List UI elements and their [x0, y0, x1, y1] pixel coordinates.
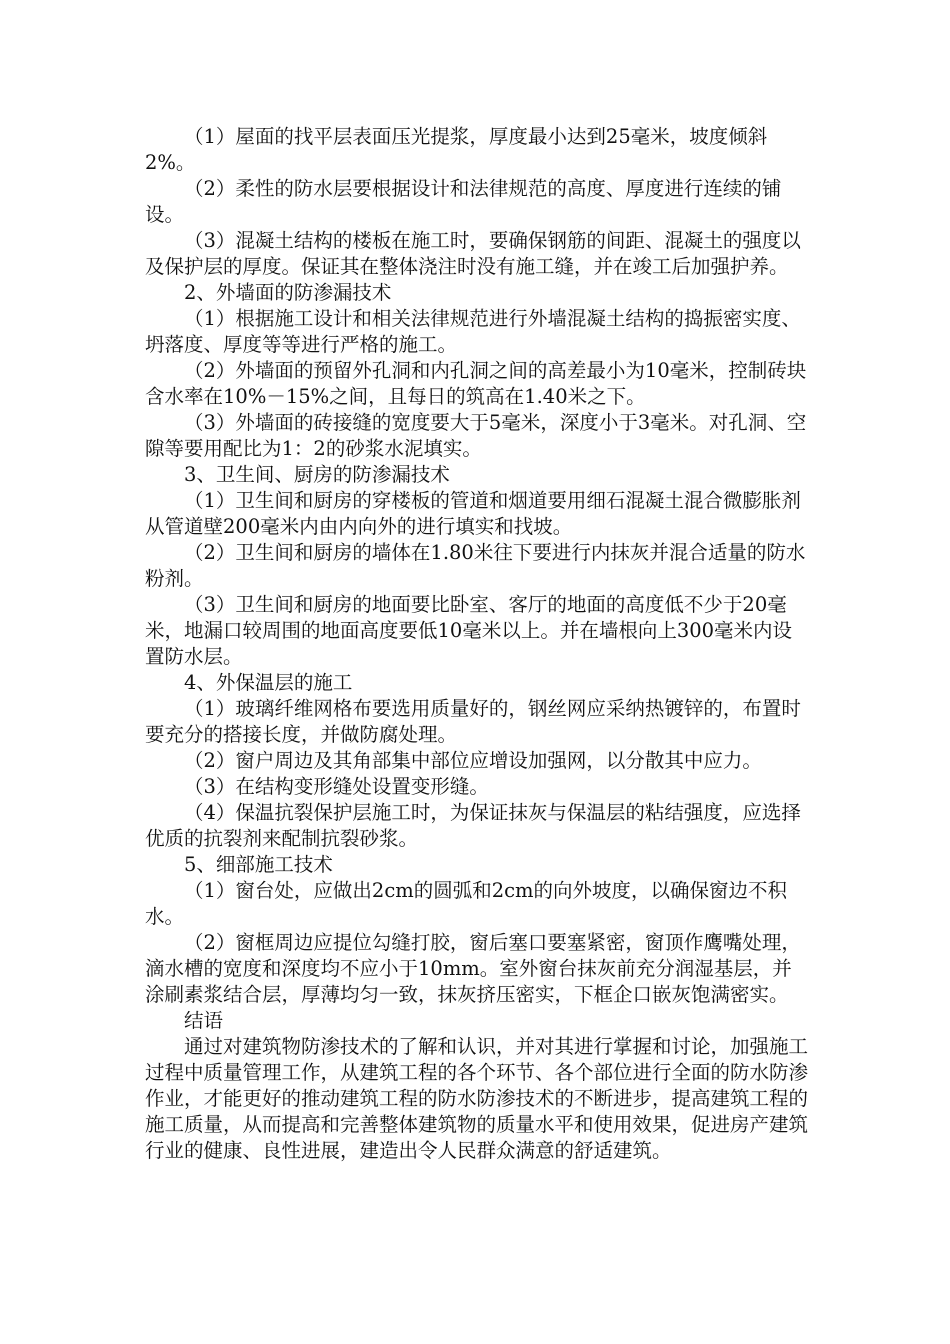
paragraph-conclusion: 通过对建筑物防渗技术的了解和认识，并对其进行掌握和讨论，加强施工过程中质量管理工作，从建筑工程的各个环节、各个部位进行全面的防水防渗作业，才能更好的推动建筑工程的防水防渗技术的不断进步，提高建筑工程的施工质量，从而提高和完善整体建筑物的质量水平和使用效果，促进房产建筑行业的健康、良性进展，建造出令人民群众满意的舒适建筑。: [145, 1035, 809, 1162]
document-body: [145, 124, 810, 1164]
paragraph-wall-1: （1）根据施工设计和相关法律规范进行外墙混凝土结构的捣振密实度、坍落度、厚度等等进行严格的施工。: [145, 307, 801, 356]
section-heading-conclusion: 结语: [184, 1009, 224, 1032]
paragraph-roof-3: （3）混凝土结构的楼板在施工时，要确保钢筋的间距、混凝土的强度以及保护层的厚度。保证其在整体浇注时没有施工缝，并在竣工后加强护养。: [145, 229, 801, 278]
paragraph-insulation-3: （3）在结构变形缝处设置变形缝。: [184, 775, 489, 798]
paragraph-bathroom-2: （2）卫生间和厨房的墙体在1.80米往下要进行内抹灰并混合适量的防水粉剂。: [145, 541, 806, 590]
paragraph-roof-2: （2）柔性的防水层要根据设计和法律规范的高度、厚度进行连续的铺设。: [145, 177, 782, 226]
paragraph-insulation-1: （1）玻璃纤维网格布要选用质量好的，钢丝网应采纳热镀锌的，布置时要充分的搭接长度，并做防腐处理。: [145, 697, 801, 746]
paragraph-detail-2: （2）窗框周边应提位勾缝打胶，窗后塞口要塞紧密，窗顶作鹰嘴处理，滴水槽的宽度和深度均不应小于10mm。室外窗台抹灰前充分润湿基层，并涂刷素浆结合层，厚薄均匀一致，抹灰挤压密实，下框企口嵌灰饱满密实。: [145, 931, 801, 1006]
section-heading-insulation: 4、外保温层的施工: [184, 671, 353, 694]
paragraph-roof-1: （1）屋面的找平层表面压光提浆，厚度最小达到25毫米，坡度倾斜2%。: [145, 125, 768, 174]
paragraph-insulation-4: （4）保温抗裂保护层施工时，为保证抹灰与保温层的粘结强度，应选择优质的抗裂剂来配制抗裂砂浆。: [145, 801, 801, 850]
paragraph-wall-2: （2）外墙面的预留外孔洞和内孔洞之间的高差最小为10毫米，控制砖块含水率在10%－15%之间，且每日的筑高在1.40米之下。: [145, 359, 807, 408]
section-heading-exterior-wall: 2、外墙面的防渗漏技术: [184, 281, 392, 304]
paragraph-insulation-2: （2）窗户周边及其角部集中部位应增设加强网，以分散其中应力。: [184, 749, 762, 772]
paragraph-bathroom-1: （1）卫生间和厨房的穿楼板的管道和烟道要用细石混凝土混合微膨胀剂从管道壁200毫米内由内向外的进行填实和找坡。: [145, 489, 801, 538]
paragraph-detail-1: （1）窗台处，应做出2cm的圆弧和2cm的向外坡度，以确保窗边不积水。: [145, 879, 788, 928]
paragraph-wall-3: （3）外墙面的砖接缝的宽度要大于5毫米，深度小于3毫米。对孔洞、空隙等要用配比为1：2的砂浆水泥填实。: [145, 411, 807, 460]
section-heading-bathroom-kitchen: 3、卫生间、厨房的防渗漏技术: [184, 463, 450, 486]
section-heading-detail: 5、细部施工技术: [184, 853, 333, 876]
paragraph-bathroom-3: （3）卫生间和厨房的地面要比卧室、客厅的地面的高度低不少于20毫米，地漏口较周围的地面高度要低10毫米以上。并在墙根向上300毫米内设置防水层。: [145, 593, 793, 668]
